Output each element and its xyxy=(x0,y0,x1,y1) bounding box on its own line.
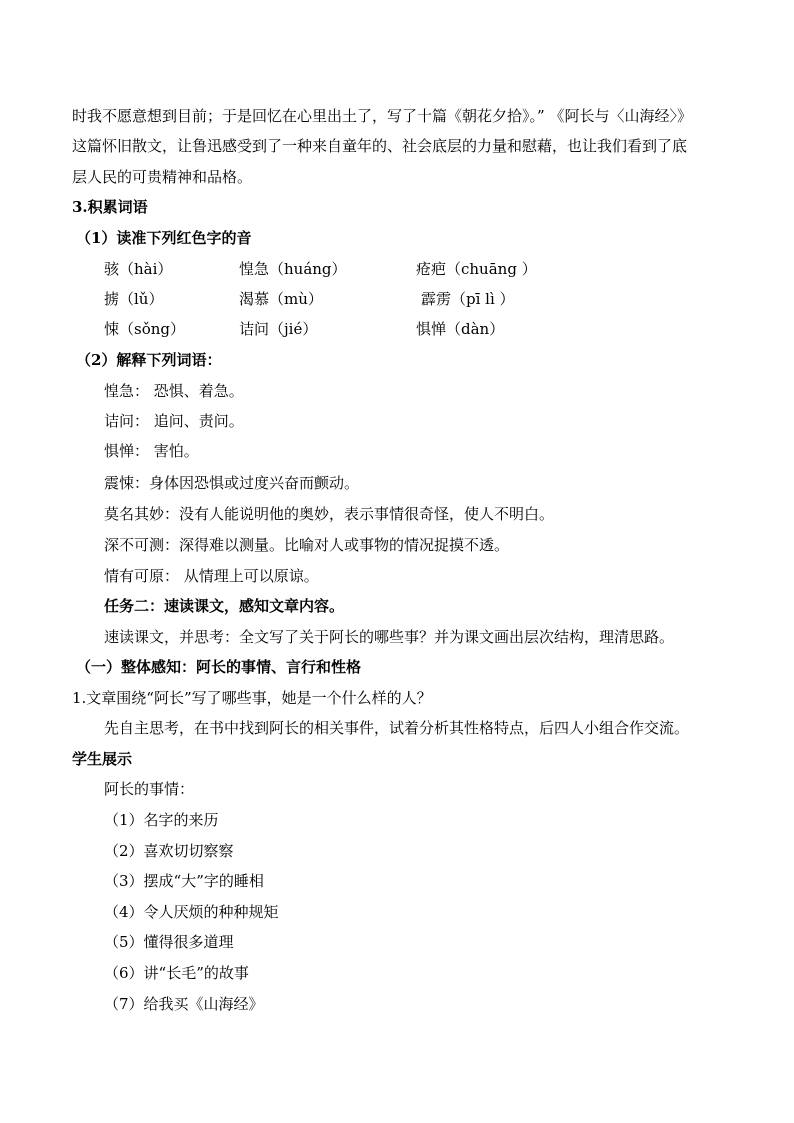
definition-item: 深不可测：深得难以测量。比喻对人或事物的情况捉摸不透。 xyxy=(104,536,510,554)
events-title: 阿长的事情： xyxy=(104,780,195,798)
event-item: （3）摆成“大”字的睡相 xyxy=(104,872,264,890)
event-item: （6）讲“长毛”的故事 xyxy=(104,964,249,982)
intro-line-2: 这篇怀旧散文，让鲁迅感受到了一种来自童年的、社会底层的力量和慰藉，也让我们看到了底 xyxy=(72,137,688,155)
event-item: （1）名字的来历 xyxy=(104,811,219,829)
event-item: （4）令人厌烦的种种规矩 xyxy=(104,903,279,921)
event-item: （2）喜欢切切察察 xyxy=(104,842,234,860)
definition-item: 震悚：身体因恐惧或过度兴奋而颤动。 xyxy=(104,474,360,492)
definition-item: 惶急： 恐惧、着急。 xyxy=(104,382,244,400)
pinyin-item: 渴慕（mù） xyxy=(239,290,323,308)
task2-instruction: 速读课文，并思考：全文写了关于阿长的哪些事？并为课文画出层次结构，理清思路。 xyxy=(104,628,675,646)
pinyin-item: 惶急（huáng） xyxy=(239,260,347,278)
definition-item: 惧惮： 害怕。 xyxy=(104,442,199,460)
question-guide: 先自主思考，在书中找到阿长的相关事件，试着分析其性格特点，后四人小组合作交流。 xyxy=(104,719,690,737)
task2-heading: 任务二：速读课文，感知文章内容。 xyxy=(104,597,345,615)
intro-line-1: 时我不愿意想到目前；于是回忆在心里出土了，写了十篇《朝花夕拾》。” 《阿长与〈山海经〉》 xyxy=(72,107,692,125)
definition-item: 情有可原： 从情理上可以原谅。 xyxy=(104,567,319,585)
definitions-subheading: （2）解释下列词语： xyxy=(76,351,222,369)
question-1: 1.文章围绕“阿长”写了哪些事，她是一个什么样的人？ xyxy=(72,689,432,707)
vocab-heading: 3.积累词语 xyxy=(72,198,148,216)
pinyin-item: 骇（hài） xyxy=(104,260,173,278)
pinyin-item: 诘问（jié） xyxy=(239,320,318,338)
pinyin-item: 悚（sǒng） xyxy=(104,320,185,338)
pronunciation-subheading: （1）读准下列红色字的音 xyxy=(76,229,252,247)
pinyin-item: 掳（lǔ） xyxy=(104,290,164,308)
definition-item: 莫名其妙：没有人能说明他的奥妙，表示事情很奇怪，使人不明白。 xyxy=(104,505,555,523)
student-showcase-heading: 学生展示 xyxy=(72,750,133,768)
definition-item: 诘问： 追问、责问。 xyxy=(104,412,244,430)
pinyin-item: 霹雳（pī lì ） xyxy=(421,290,515,308)
section-overall-perception: （一）整体感知：阿长的事情、言行和性格 xyxy=(76,658,362,676)
intro-line-3: 层人民的可贵精神和品格。 xyxy=(72,168,253,186)
event-item: （5）懂得很多道理 xyxy=(104,933,234,951)
pinyin-item: 惧惮（dàn） xyxy=(416,320,505,338)
event-item: （7）给我买《山海经》 xyxy=(104,995,264,1013)
pinyin-item: 疮疤（chuāng ） xyxy=(416,260,537,278)
